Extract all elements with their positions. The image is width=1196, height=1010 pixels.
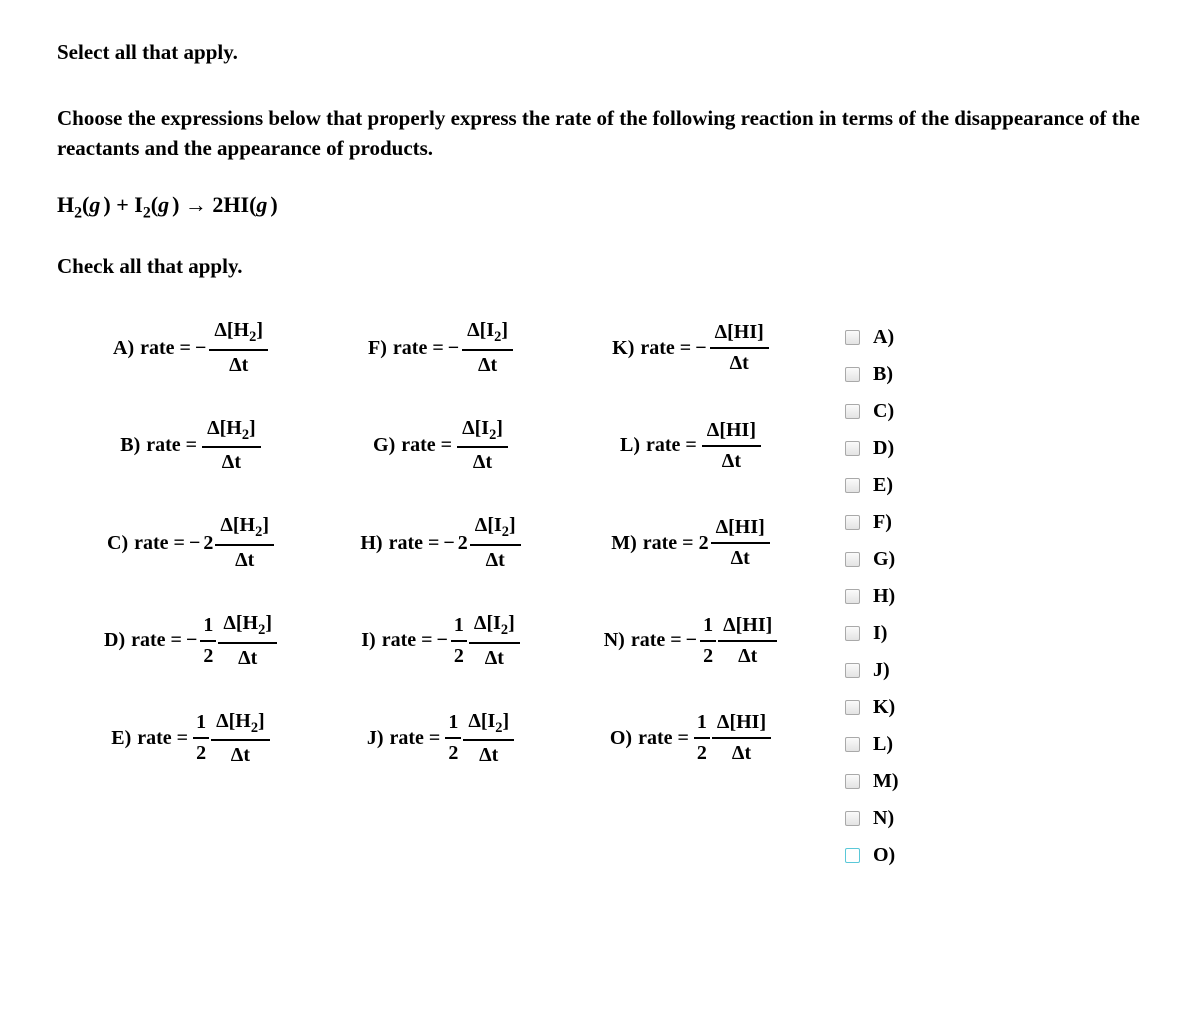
expression-label: C) — [107, 531, 129, 554]
checkbox-row-i — [845, 615, 899, 652]
checkbox-j[interactable] — [845, 663, 860, 678]
checkbox-g[interactable] — [845, 552, 860, 567]
checkbox-label: E) — [873, 474, 893, 497]
rate-expression-j — [324, 710, 557, 768]
expression-label: H) — [360, 531, 383, 554]
checkbox-row-l — [845, 726, 899, 763]
rate-expression-k — [557, 319, 824, 377]
minus-sign: − — [188, 531, 201, 554]
rate-equals-text: rate = — [392, 336, 444, 359]
reaction-segment: ) + I — [103, 191, 143, 217]
minus-sign: − — [185, 629, 198, 652]
reaction-segment: ) — [270, 191, 278, 217]
checkbox-label: G) — [873, 548, 896, 571]
checkbox-row-d — [845, 430, 899, 467]
checkbox-row-c — [845, 393, 899, 430]
checkbox-n[interactable] — [845, 811, 860, 826]
minus-sign: − — [194, 336, 207, 359]
checkbox-a[interactable] — [845, 330, 860, 345]
checkbox-label: K) — [873, 696, 896, 719]
rate-expression-d — [57, 612, 324, 670]
checkbox-label: N) — [873, 807, 895, 830]
expression-label: A) — [113, 336, 135, 359]
rate-equals-text: rate = — [642, 531, 694, 554]
checkbox-label: H) — [873, 585, 896, 608]
checkbox-list — [845, 319, 899, 874]
checkbox-label: A) — [873, 326, 895, 349]
coefficient-fraction: $\frac{1}{2}$ — [700, 614, 716, 668]
rate-equals-text: rate = — [140, 336, 191, 359]
checkbox-e[interactable] — [845, 478, 860, 493]
expression-grid — [57, 319, 824, 767]
minus-sign: − — [695, 336, 707, 359]
rate-equals-text: rate = — [146, 434, 198, 457]
minus-sign: − — [447, 336, 460, 359]
rate-fraction: $\frac{\Delta[HI]}{\Delta t}$ — [712, 711, 771, 765]
checkbox-row-g — [845, 541, 899, 578]
checkbox-l[interactable] — [845, 737, 860, 752]
checkbox-h[interactable] — [845, 589, 860, 604]
checkbox-row-b — [845, 356, 899, 393]
checkbox-row-n — [845, 800, 899, 837]
answer-area — [57, 319, 1196, 874]
checkbox-k[interactable] — [845, 700, 860, 715]
checkbox-f[interactable] — [845, 515, 860, 530]
reaction-segment: g — [158, 191, 170, 217]
checkbox-label: B) — [873, 363, 893, 386]
rate-fraction: $\frac{\Delta[I_2]}{\Delta t}$ — [470, 514, 521, 572]
expression-label: G) — [373, 434, 396, 457]
reaction-segment: 2 — [142, 204, 151, 222]
rate-equals-text: rate = — [137, 726, 189, 749]
rate-equals-text: rate = — [131, 629, 182, 652]
checkbox-c[interactable] — [845, 404, 860, 419]
checkbox-row-o — [845, 837, 899, 874]
rate-expression-h — [324, 514, 557, 572]
rate-fraction: $\frac{\Delta[H_2]}{\Delta t}$ — [218, 612, 277, 670]
checkbox-label: D) — [873, 437, 895, 460]
reaction-equation — [57, 192, 1196, 222]
rate-fraction: $\frac{\Delta[I_2]}{\Delta t}$ — [469, 612, 520, 670]
rate-equals-text: rate = — [640, 336, 692, 359]
rate-expression-i — [324, 612, 557, 670]
expression-label: E) — [111, 726, 132, 749]
rate-equals-text: rate = — [388, 531, 440, 554]
checkbox-d[interactable] — [845, 441, 860, 456]
reaction-segment: 2 — [74, 204, 83, 222]
expression-label: B) — [120, 434, 141, 457]
checkbox-label: L) — [873, 733, 893, 756]
checkbox-b[interactable] — [845, 367, 860, 382]
checkbox-o[interactable] — [845, 848, 860, 863]
rate-expression-c — [57, 514, 324, 572]
expression-label: I) — [361, 629, 376, 652]
rate-expression-e — [57, 710, 324, 768]
checkbox-m[interactable] — [845, 774, 860, 789]
rate-equals-text: rate = — [389, 726, 441, 749]
checkbox-label: C) — [873, 400, 895, 423]
coefficient-fraction: $\frac{1}{2}$ — [445, 711, 461, 765]
reaction-segment: ( — [82, 191, 90, 217]
rate-expression-g — [324, 417, 557, 475]
rate-expression-m — [557, 514, 824, 572]
checkbox-label: J) — [873, 659, 890, 682]
question-prompt: Choose the expressions below that properly express the rate of the following reaction in terms of the disappearance of the reactants and the appearance of products. — [57, 106, 1140, 161]
rate-fraction: $\frac{\Delta[I_2]}{\Delta t}$ — [463, 710, 514, 768]
minus-sign: − — [685, 629, 698, 652]
coefficient: 2 — [457, 531, 468, 554]
reaction-segment: H — [57, 191, 75, 217]
checkbox-row-a — [845, 319, 899, 356]
check-all-heading: Check all that apply. — [57, 254, 243, 279]
checkbox-i[interactable] — [845, 626, 860, 641]
expression-label: K) — [612, 336, 635, 359]
expression-label: J) — [366, 726, 384, 749]
checkbox-label: O) — [873, 844, 896, 867]
rate-equals-text: rate = — [381, 629, 433, 652]
rate-fraction: $\frac{\Delta[HI]}{\Delta t}$ — [702, 419, 761, 473]
coefficient: 2 — [698, 531, 709, 554]
checkbox-row-h — [845, 578, 899, 615]
rate-fraction: $\frac{\Delta[I_2]}{\Delta t}$ — [462, 319, 513, 377]
rate-equals-text: rate = — [134, 531, 185, 554]
checkbox-row-k — [845, 689, 899, 726]
minus-sign: − — [436, 629, 448, 652]
coefficient-fraction: $\frac{1}{2}$ — [451, 614, 467, 668]
coefficient-fraction: $\frac{1}{2}$ — [193, 711, 209, 765]
reaction-segment: ( — [150, 191, 159, 217]
checkbox-row-j — [845, 652, 899, 689]
checkbox-label: M) — [873, 770, 899, 793]
expression-label: M) — [611, 531, 637, 554]
minus-sign: − — [443, 531, 455, 554]
expression-label: D) — [104, 629, 126, 652]
rate-fraction: $\frac{\Delta[H_2]}{\Delta t}$ — [211, 710, 270, 768]
checkbox-row-m — [845, 763, 899, 800]
expression-label: L) — [619, 434, 640, 457]
coefficient-fraction: $\frac{1}{2}$ — [200, 614, 216, 668]
rate-fraction: $\frac{\Delta[HI]}{\Delta t}$ — [711, 516, 770, 570]
rate-expression-n — [557, 612, 824, 670]
expression-label: O) — [609, 726, 633, 749]
rate-fraction: $\frac{\Delta[H_2]}{\Delta t}$ — [202, 417, 261, 475]
checkbox-row-e — [845, 467, 899, 504]
reaction-segment: g — [89, 191, 101, 217]
rate-expression-b — [57, 417, 324, 475]
rate-fraction: $\frac{\Delta[H_2]}{\Delta t}$ — [209, 319, 268, 377]
reaction-segment: g — [256, 191, 268, 217]
rate-equals-text: rate = — [645, 434, 697, 457]
checkbox-label: F) — [873, 511, 892, 534]
select-all-heading: Select all that apply. — [57, 40, 238, 64]
expression-label: F) — [368, 336, 387, 359]
rate-equals-text: rate = — [638, 726, 689, 749]
coefficient: 2 — [203, 531, 214, 554]
coefficient-fraction: $\frac{1}{2}$ — [694, 711, 710, 765]
rate-expression-f — [324, 319, 557, 377]
expression-label: N) — [603, 629, 625, 652]
rate-expression-l — [557, 417, 824, 475]
checkbox-row-f — [845, 504, 899, 541]
rate-fraction: $\frac{\Delta[I_2]}{\Delta t}$ — [457, 417, 508, 475]
reaction-segment: ) → 2HI( — [172, 191, 257, 217]
rate-expression-a — [57, 319, 324, 377]
rate-equals-text: rate = — [401, 434, 453, 457]
checkbox-label: I) — [873, 622, 888, 645]
rate-equals-text: rate = — [630, 629, 682, 652]
rate-fraction: $\frac{\Delta[HI]}{\Delta t}$ — [710, 321, 769, 375]
rate-expression-o — [557, 710, 824, 768]
rate-fraction: $\frac{\Delta[HI]}{\Delta t}$ — [718, 614, 777, 668]
rate-fraction: $\frac{\Delta[H_2]}{\Delta t}$ — [215, 514, 274, 572]
